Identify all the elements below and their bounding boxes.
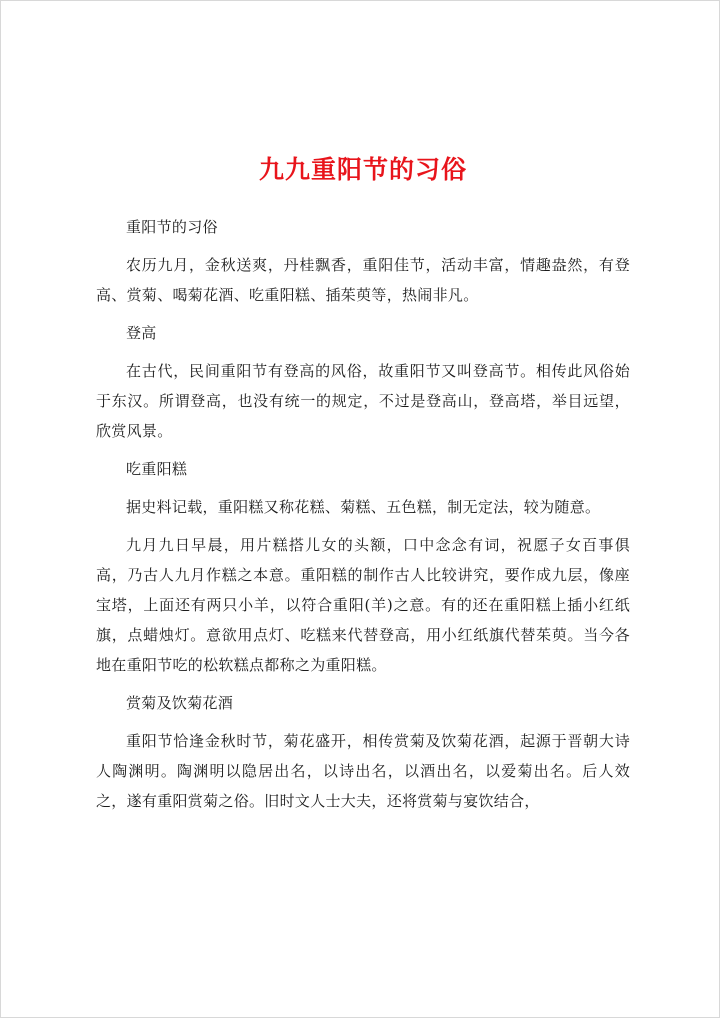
heading-customs: 重阳节的习俗 <box>126 218 218 236</box>
heading-chrysanthemum: 赏菊及饮菊花酒 <box>126 694 234 712</box>
paragraph-climbing: 在古代，民间重阳节有登高的风俗，故重阳节又叫登高节。相传此风俗始于东汉。所谓登高，也没有统一的规定，不过是登高山，登高塔，举目远望，欣赏风景。 <box>96 362 630 440</box>
document-body <box>96 150 630 824</box>
paragraph-cake-record: 据史料记载，重阳糕又称花糕、菊糕、五色糕，制无定法，较为随意。 <box>126 498 601 516</box>
heading-cake: 吃重阳糕 <box>126 460 188 478</box>
document-title: 九九重阳节的习俗 <box>258 155 467 184</box>
paragraph-chrysanthemum: 重阳节恰逢金秋时节，菊花盛开，相传赏菊及饮菊花酒，起源于晋朝大诗人陶渊明。陶渊明以隐居出名，以诗出名，以酒出名，以爱菊出名。后人效之，遂有重阳赏菊之俗。旧时文人士大夫，还将赏菊与宴饮结合， <box>96 732 630 810</box>
paragraph-cake-custom: 九月九日早晨，用片糕搭儿女的头额，口中念念有词，祝愿子女百事俱高，乃古人九月作糕之本意。重阳糕的制作古人比较讲究，要作成九层，像座宝塔，上面还有两只小羊，以符合重阳(羊)之意。有的还在重阳糕上插小红纸旗，点蜡烛灯。意欲用点灯、吃糕来代替登高，用小红纸旗代替茱萸。当今各地在重阳节吃的松软糕点都称之为重阳糕。 <box>96 536 630 674</box>
paragraph-intro: 农历九月，金秋送爽，丹桂飘香，重阳佳节，活动丰富，情趣盎然，有登高、赏菊、喝菊花酒、吃重阳糕、插茱萸等，热闹非凡。 <box>96 256 630 304</box>
heading-climbing: 登高 <box>126 324 157 342</box>
